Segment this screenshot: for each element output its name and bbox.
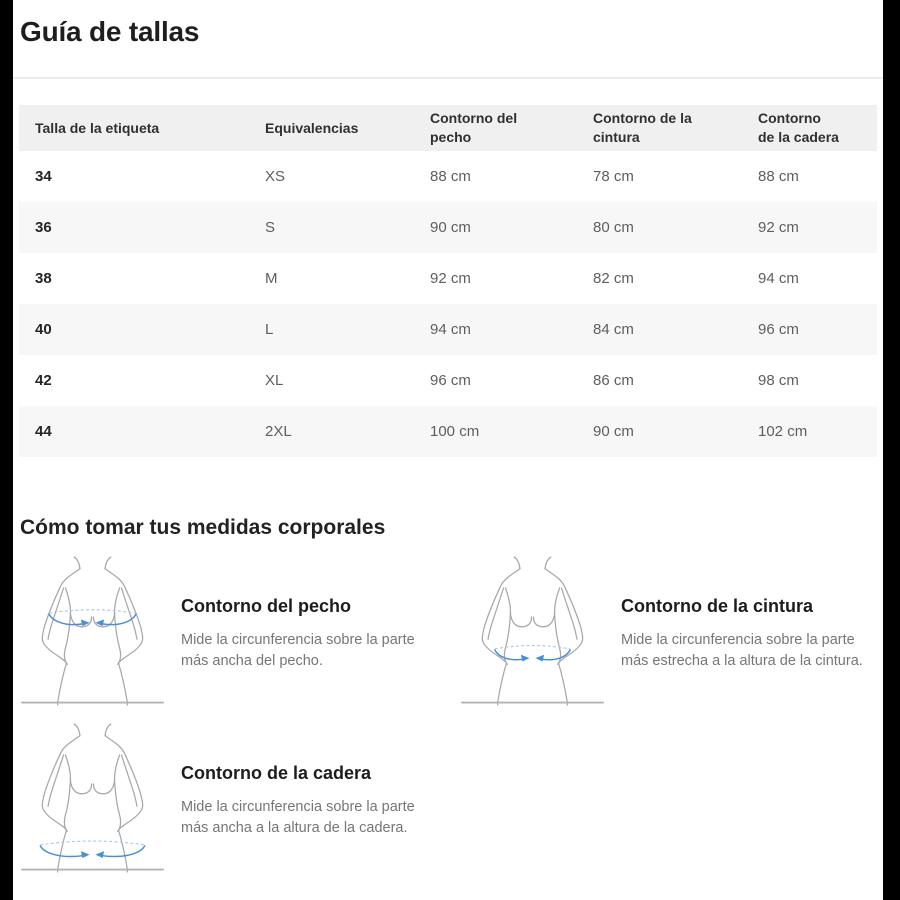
measure-card-hip [20, 720, 460, 877]
waist-tape-icon [495, 646, 570, 662]
table-row [19, 151, 877, 202]
hip-measure-figure [20, 720, 165, 877]
col-header-chest: Contorno del pecho [414, 105, 577, 151]
measure-card-waist [460, 553, 880, 710]
equivalence-cell: L [249, 304, 414, 355]
chest-cell: 92 cm [414, 253, 577, 304]
hip-cell: 94 cm [742, 253, 877, 304]
chest-cell: 96 cm [414, 355, 577, 406]
measure-title-waist: Contorno de la cintura [621, 596, 814, 616]
label-size-cell: 44 [19, 406, 249, 457]
table-header-row [19, 105, 877, 151]
header-divider [13, 77, 883, 79]
waist-cell: 90 cm [577, 406, 742, 457]
table-row [19, 304, 877, 355]
measures-grid [20, 553, 883, 877]
label-size-cell: 36 [19, 202, 249, 253]
label-size-cell: 40 [19, 304, 249, 355]
table-row [19, 202, 877, 253]
page-title: Guía de tallas [20, 16, 200, 47]
hip-cell: 102 cm [742, 406, 877, 457]
measure-card-chest [20, 553, 460, 710]
chest-tape-icon [49, 610, 136, 626]
chest-cell: 94 cm [414, 304, 577, 355]
chest-cell: 88 cm [414, 151, 577, 202]
waist-cell: 82 cm [577, 253, 742, 304]
equivalence-cell: S [249, 202, 414, 253]
col-header-label-size: Talla de la etiqueta [19, 105, 249, 151]
equivalence-cell: M [249, 253, 414, 304]
table-row [19, 355, 877, 406]
chest-cell: 100 cm [414, 406, 577, 457]
measure-description-chest: Mide la circunferencia sobre la parte más ancha del pecho. [181, 632, 415, 669]
label-size-cell: 42 [19, 355, 249, 406]
waist-cell: 78 cm [577, 151, 742, 202]
hip-cell: 96 cm [742, 304, 877, 355]
equivalence-cell: XL [249, 355, 414, 406]
table-row [19, 253, 877, 304]
hip-cell: 98 cm [742, 355, 877, 406]
measure-description-hip: Mide la circunferencia sobre la parte más ancha a la altura de la cadera. [181, 799, 415, 836]
chest-cell: 90 cm [414, 202, 577, 253]
waist-cell: 80 cm [577, 202, 742, 253]
waist-measure-figure [460, 553, 605, 710]
size-guide-panel [13, 0, 883, 900]
measure-title-hip: Contorno de la cadera [181, 763, 372, 783]
size-table [19, 105, 877, 457]
col-header-hip: Contorno de la cadera [742, 105, 877, 151]
measure-title-chest: Contorno del pecho [181, 596, 351, 616]
waist-cell: 86 cm [577, 355, 742, 406]
chest-measure-figure [20, 553, 165, 710]
equivalence-cell: XS [249, 151, 414, 202]
measure-description-waist: Mide la circunferencia sobre la parte más estrecha a la altura de la cintura. [621, 632, 863, 669]
label-size-cell: 34 [19, 151, 249, 202]
hip-cell: 92 cm [742, 202, 877, 253]
waist-cell: 84 cm [577, 304, 742, 355]
hip-tape-icon [40, 841, 144, 858]
label-size-cell: 38 [19, 253, 249, 304]
table-row [19, 406, 877, 457]
equivalence-cell: 2XL [249, 406, 414, 457]
measures-section-title: Cómo tomar tus medidas corporales [20, 516, 386, 539]
hip-cell: 88 cm [742, 151, 877, 202]
col-header-waist: Contorno de la cintura [577, 105, 742, 151]
col-header-equivalences: Equivalencias [249, 105, 414, 151]
